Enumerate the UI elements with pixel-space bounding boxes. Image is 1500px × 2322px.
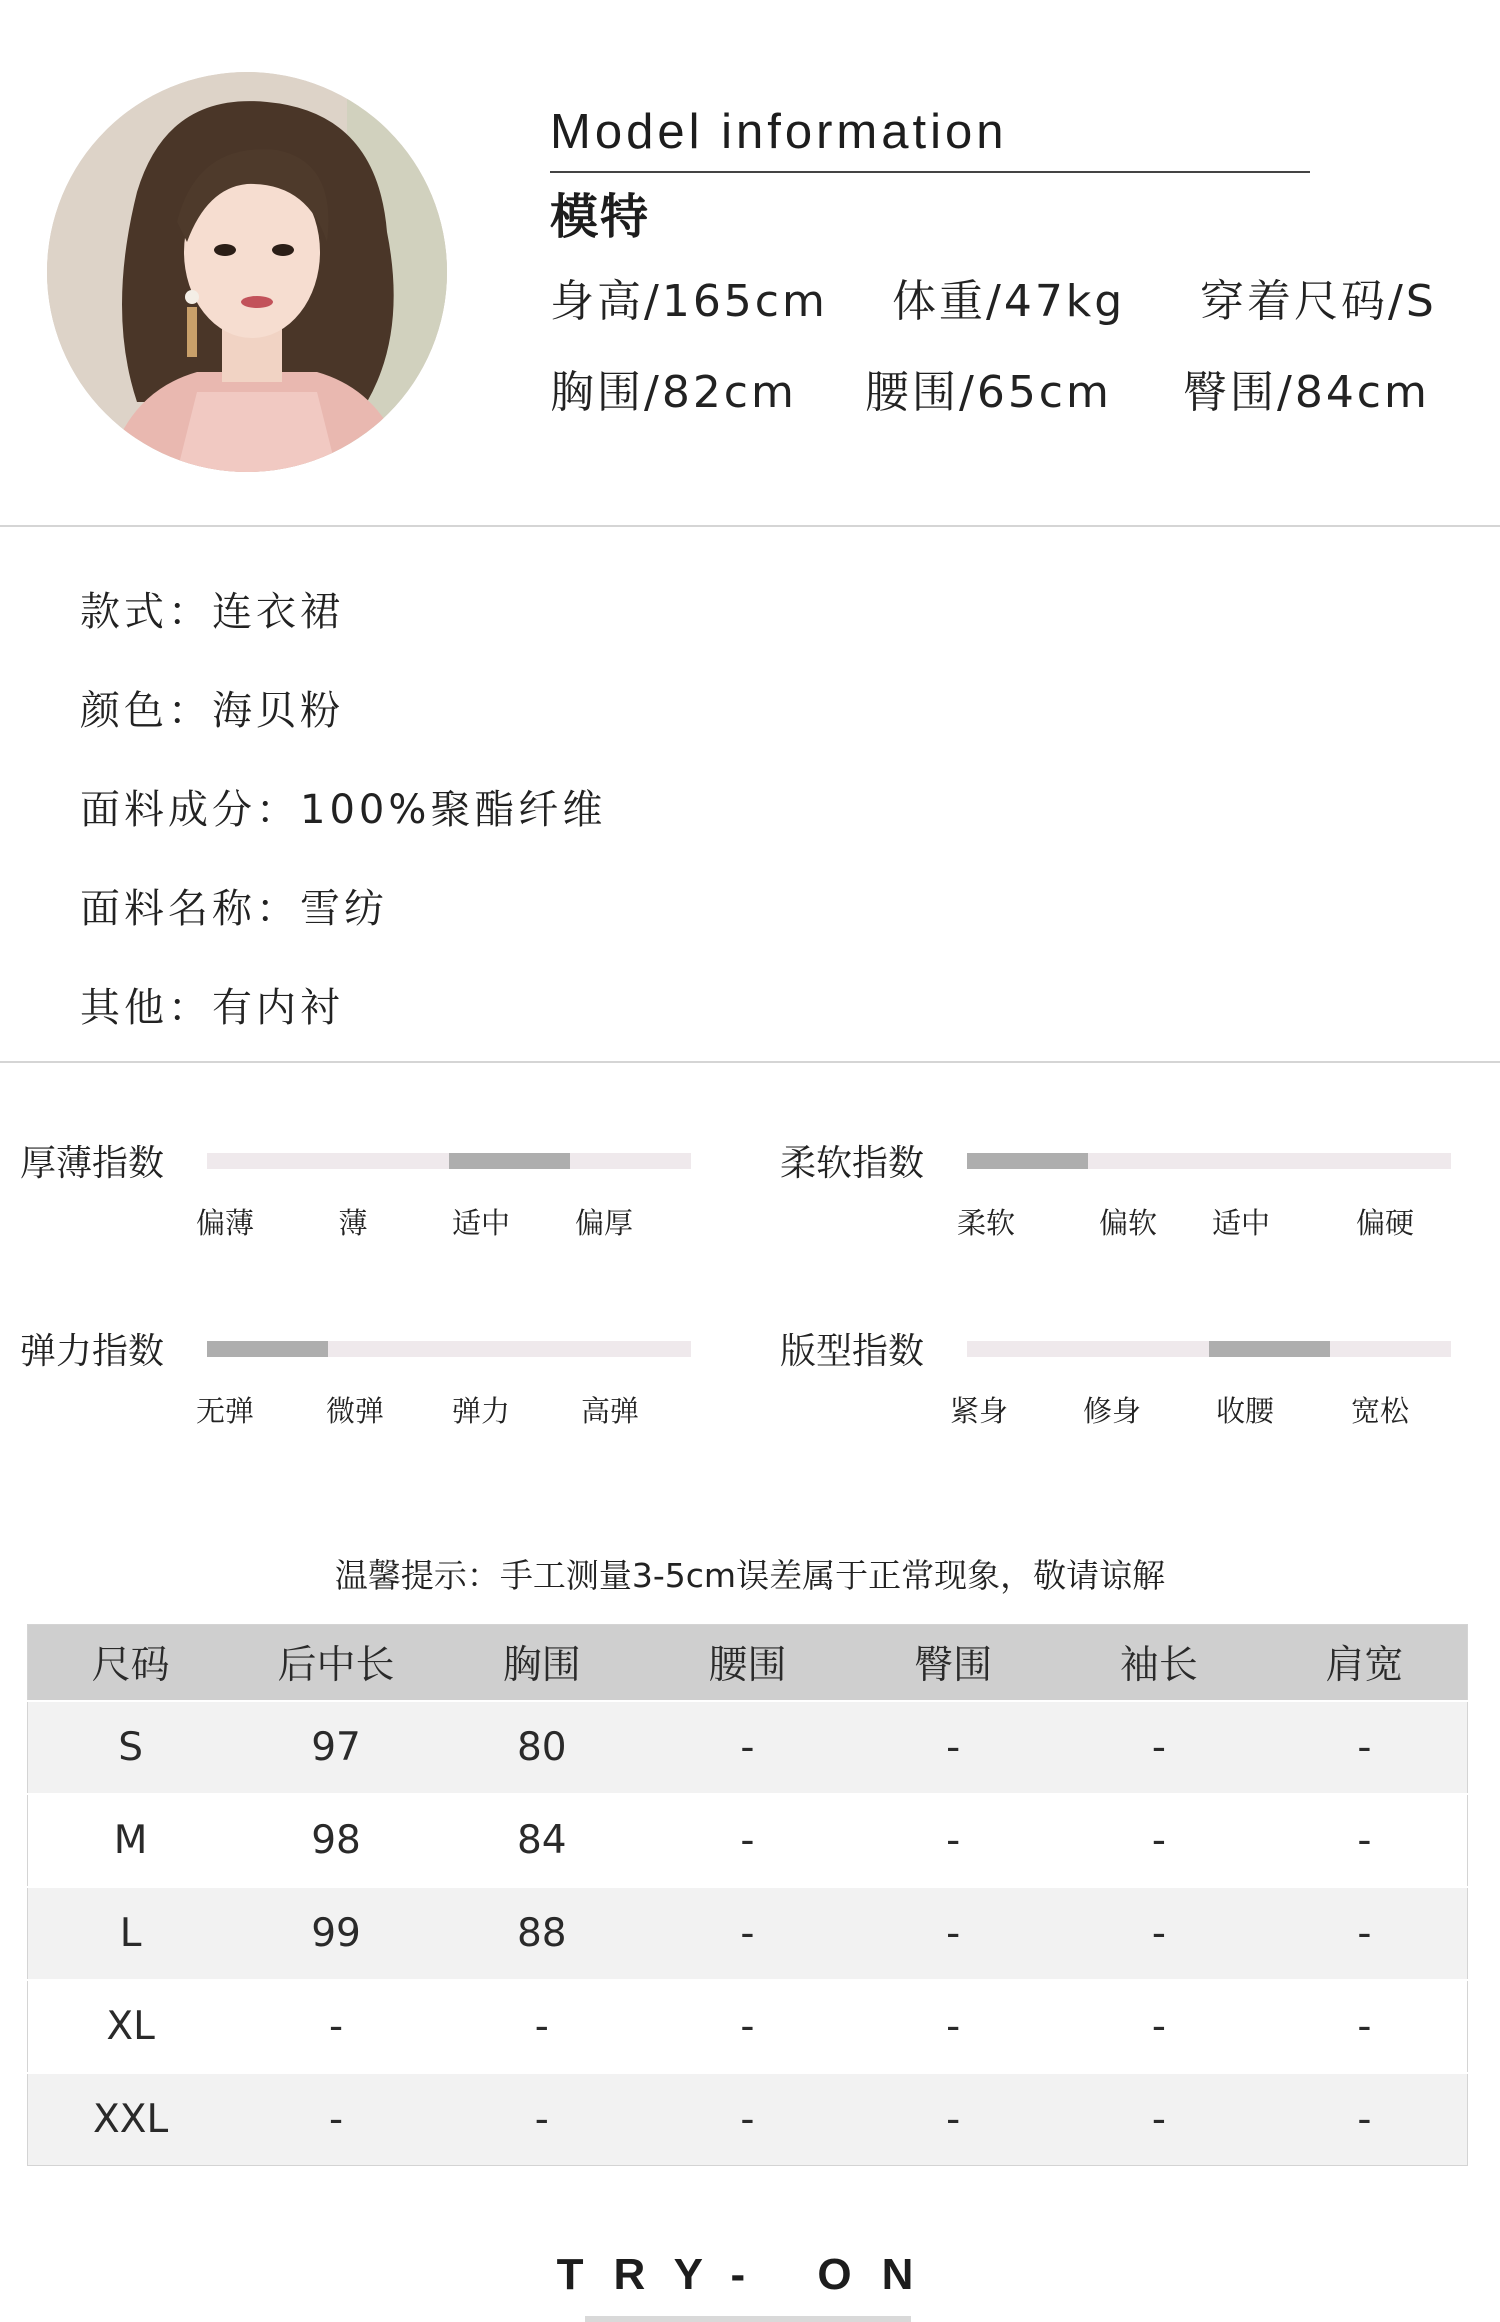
spec-label: 其他： bbox=[80, 985, 212, 1031]
table-cell: - bbox=[850, 2073, 1056, 2166]
table-cell: - bbox=[439, 2073, 645, 2166]
header-waist: 腰围 bbox=[645, 1625, 851, 1701]
index-option: 柔软 bbox=[956, 1206, 1015, 1240]
table-row bbox=[28, 1794, 1468, 1887]
index-option: 适中 bbox=[1211, 1206, 1270, 1240]
table-cell: - bbox=[1262, 1980, 1468, 2073]
model-hip: 臀围/84cm bbox=[1183, 367, 1430, 418]
spec-style bbox=[80, 580, 344, 637]
header-shoulder: 肩宽 bbox=[1262, 1625, 1468, 1701]
table-cell: - bbox=[645, 1794, 851, 1887]
model-size: 穿着尺码/S bbox=[1200, 276, 1437, 327]
spec-other bbox=[80, 976, 344, 1033]
model-waist: 腰围/65cm bbox=[865, 367, 1112, 418]
index-option: 修身 bbox=[1082, 1394, 1141, 1428]
table-cell: - bbox=[233, 2073, 439, 2166]
model-bust: 胸围/82cm bbox=[550, 367, 797, 418]
spec-label: 款式： bbox=[80, 589, 212, 635]
table-cell: 97 bbox=[233, 1701, 439, 1794]
spec-fabric-composition bbox=[80, 778, 606, 835]
spec-label: 面料名称： bbox=[80, 886, 300, 932]
header-size: 尺码 bbox=[28, 1625, 234, 1701]
table-cell: - bbox=[1262, 1794, 1468, 1887]
model-photo bbox=[47, 72, 447, 472]
table-cell: M bbox=[28, 1794, 234, 1887]
table-cell: 84 bbox=[439, 1794, 645, 1887]
table-cell: - bbox=[645, 1701, 851, 1794]
index-track bbox=[967, 1153, 1451, 1169]
table-cell: - bbox=[850, 1980, 1056, 2073]
table-cell: - bbox=[850, 1794, 1056, 1887]
index-option: 微弹 bbox=[325, 1394, 384, 1428]
table-cell: - bbox=[645, 1887, 851, 1980]
table-cell: - bbox=[233, 1980, 439, 2073]
header-sleeve: 袖长 bbox=[1056, 1625, 1262, 1701]
model-label-cn: 模特 bbox=[550, 189, 651, 245]
spec-value: 雪纺 bbox=[300, 886, 388, 932]
table-cell: - bbox=[1262, 1701, 1468, 1794]
table-header-row bbox=[28, 1625, 1468, 1701]
table-cell: - bbox=[1056, 1887, 1262, 1980]
section-divider bbox=[0, 1061, 1500, 1063]
table-cell: XL bbox=[28, 1980, 234, 2073]
table-cell: - bbox=[645, 1980, 851, 2073]
index-option: 偏硬 bbox=[1355, 1206, 1414, 1240]
index-track bbox=[207, 1341, 691, 1357]
index-selected-marker bbox=[967, 1153, 1088, 1169]
table-cell: L bbox=[28, 1887, 234, 1980]
index-title: 弹力指数 bbox=[20, 1331, 165, 1372]
table-cell: - bbox=[645, 2073, 851, 2166]
index-title: 版型指数 bbox=[780, 1331, 925, 1372]
table-cell: - bbox=[1262, 2073, 1468, 2166]
model-info-title: Model information bbox=[550, 105, 1008, 159]
table-cell: 98 bbox=[233, 1794, 439, 1887]
table-cell: 80 bbox=[439, 1701, 645, 1794]
try-on-underline bbox=[585, 2316, 911, 2322]
table-cell: 99 bbox=[233, 1887, 439, 1980]
index-option: 弹力 bbox=[451, 1394, 510, 1428]
table-cell: - bbox=[1056, 1980, 1262, 2073]
table-cell: - bbox=[1056, 1794, 1262, 1887]
section-divider bbox=[0, 525, 1500, 527]
table-cell: - bbox=[1056, 2073, 1262, 2166]
index-option: 宽松 bbox=[1350, 1394, 1409, 1428]
index-option: 适中 bbox=[451, 1206, 510, 1240]
try-on-heading: TRY- ON bbox=[556, 2250, 944, 2299]
index-selected-marker bbox=[1209, 1341, 1330, 1357]
table-cell: 88 bbox=[439, 1887, 645, 1980]
index-track bbox=[207, 1153, 691, 1169]
table-cell: - bbox=[439, 1980, 645, 2073]
table-row bbox=[28, 1887, 1468, 1980]
index-option: 高弹 bbox=[580, 1394, 639, 1428]
spec-value: 有内衬 bbox=[212, 985, 344, 1031]
spec-color bbox=[80, 679, 344, 736]
spec-label: 面料成分： bbox=[80, 787, 300, 833]
spec-label: 颜色： bbox=[80, 688, 212, 734]
index-option: 薄 bbox=[338, 1206, 368, 1240]
spec-fabric-name bbox=[80, 877, 388, 934]
header-bust: 胸围 bbox=[439, 1625, 645, 1701]
table-row bbox=[28, 1980, 1468, 2073]
measurement-tip: 温馨提示：手工测量3-5cm误差属于正常现象，敬请谅解 bbox=[334, 1556, 1166, 1595]
index-selected-marker bbox=[449, 1153, 570, 1169]
table-cell: - bbox=[850, 1701, 1056, 1794]
table-cell: - bbox=[850, 1887, 1056, 1980]
title-underline bbox=[550, 171, 1310, 173]
index-track bbox=[967, 1341, 1451, 1357]
spec-value: 100%聚酯纤维 bbox=[300, 787, 607, 833]
index-option: 收腰 bbox=[1215, 1394, 1274, 1428]
index-option: 偏软 bbox=[1098, 1206, 1157, 1240]
header-length: 后中长 bbox=[233, 1625, 439, 1701]
header-hip: 臀围 bbox=[850, 1625, 1056, 1701]
index-option: 紧身 bbox=[949, 1394, 1008, 1428]
spec-value: 海贝粉 bbox=[212, 688, 344, 734]
index-option: 无弹 bbox=[195, 1394, 254, 1428]
table-cell: - bbox=[1262, 1887, 1468, 1980]
index-title: 柔软指数 bbox=[780, 1143, 925, 1184]
size-chart-table bbox=[27, 1624, 1468, 2166]
table-row bbox=[28, 2073, 1468, 2166]
index-option: 偏薄 bbox=[195, 1206, 254, 1240]
table-cell: - bbox=[1056, 1701, 1262, 1794]
table-cell: S bbox=[28, 1701, 234, 1794]
index-option: 偏厚 bbox=[574, 1206, 633, 1240]
index-selected-marker bbox=[207, 1341, 328, 1357]
table-row bbox=[28, 1701, 1468, 1794]
model-height: 身高/165cm bbox=[550, 276, 828, 327]
index-title: 厚薄指数 bbox=[20, 1143, 165, 1184]
table-cell: XXL bbox=[28, 2073, 234, 2166]
model-weight: 体重/47kg bbox=[892, 276, 1126, 327]
spec-value: 连衣裙 bbox=[212, 589, 344, 635]
